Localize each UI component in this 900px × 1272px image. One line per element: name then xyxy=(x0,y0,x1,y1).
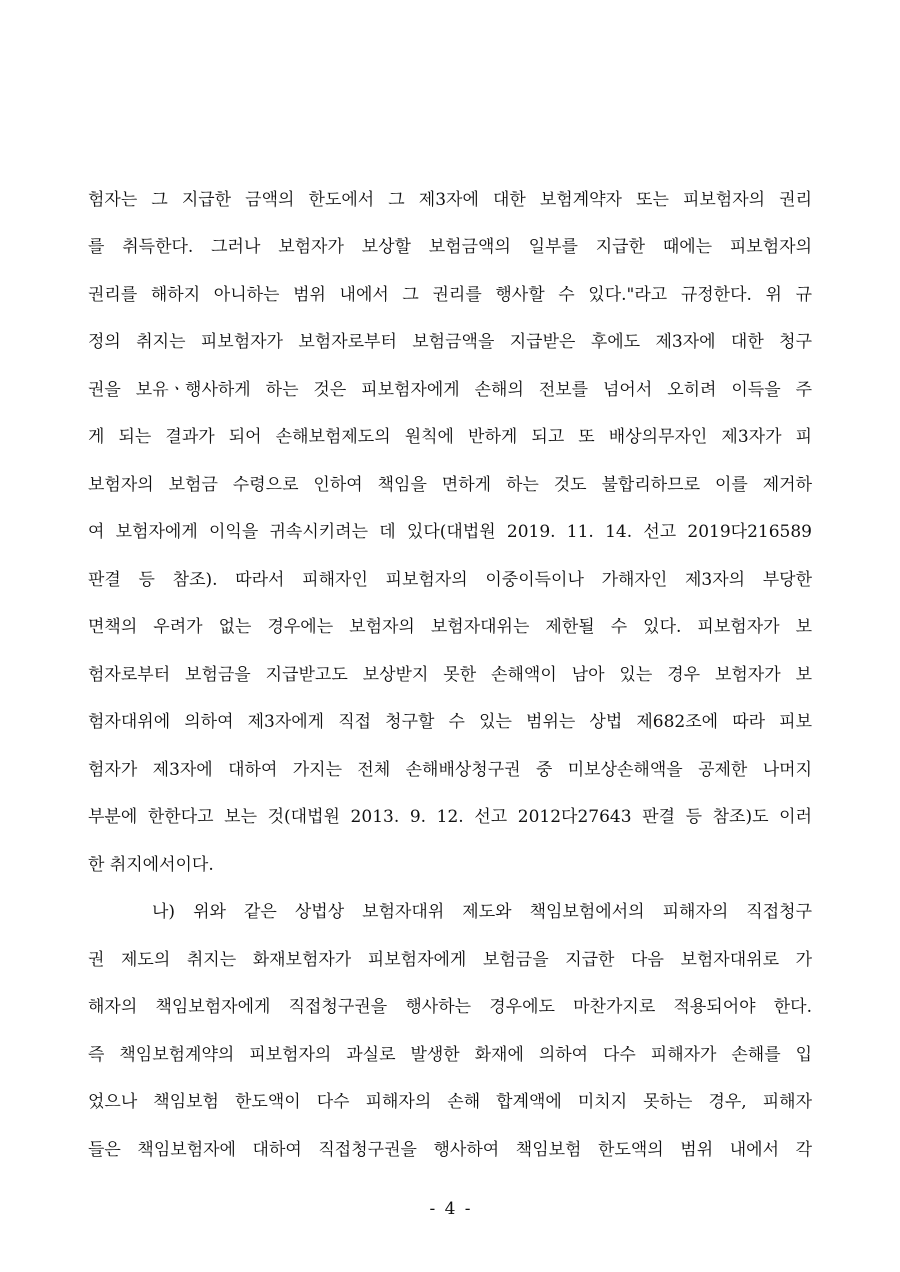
paragraph-1-line-7: 보험자의 보험금 수령으로 인하여 책임을 면하게 하는 것도 불합리하므로 이를 제거하 xyxy=(88,475,812,495)
paragraph-2-line-4: 즉 책임보험계약의 피보험자의 과실로 발생한 화재에 의하여 다수 피해자가 손해를 입 xyxy=(88,1045,812,1065)
paragraph-1-line-1: 험자는 그 지급한 금액의 한도에서 그 제3자에 대한 보험계약자 또는 피보험자의 권리 xyxy=(88,190,812,210)
paragraph-2-line-1: 나) 위와 같은 상법상 보험자대위 제도와 책임보험에서의 피해자의 직접청구 xyxy=(152,902,812,922)
paragraph-1-line-4: 정의 취지는 피보험자가 보험자로부터 보험금액을 지급받은 후에도 제3자에 대한 청구 xyxy=(88,332,812,352)
page-number: - 4 - xyxy=(429,1199,471,1219)
paragraph-2-line-5: 었으나 책임보험 한도액이 다수 피해자의 손해 합계액에 미치지 못하는 경우, 피해자 xyxy=(88,1092,812,1112)
paragraph-1-line-9: 판결 등 참조). 따라서 피해자인 피보험자의 이중이득이나 가해자인 제3자의 부당한 xyxy=(88,570,812,590)
paragraph-1-line-8: 여 보험자에게 이익을 귀속시키려는 데 있다(대법원 2019. 11. 14. 선고 2019다216589 xyxy=(88,522,812,542)
paragraph-1-line-10: 면책의 우려가 없는 경우에는 보험자의 보험자대위는 제한될 수 있다. 피보험자가 보 xyxy=(88,617,812,637)
paragraph-2-line-6: 들은 책임보험자에 대하여 직접청구권을 행사하여 책임보험 한도액의 범위 내에서 각 xyxy=(88,1140,812,1160)
paragraph-1-line-5: 권을 보유ㆍ행사하게 하는 것은 피보험자에게 손해의 전보를 넘어서 오히려 이득을 주 xyxy=(88,380,812,400)
paragraph-1-line-15: 한 취지에서이다. xyxy=(88,855,214,875)
paragraph-1-line-12: 험자대위에 의하여 제3자에게 직접 청구할 수 있는 범위는 상법 제682조에 따라 피보 xyxy=(88,712,812,732)
paragraph-1-line-3: 권리를 해하지 아니하는 범위 내에서 그 권리를 행사할 수 있다."라고 규정한다. 위 규 xyxy=(88,285,812,305)
paragraph-2-line-2: 권 제도의 취지는 화재보험자가 피보험자에게 보험금을 지급한 다음 보험자대위로 가 xyxy=(88,950,812,970)
paragraph-1-line-14: 부분에 한한다고 보는 것(대법원 2013. 9. 12. 선고 2012다27643 판결 등 참조)도 이러 xyxy=(88,807,812,827)
paragraph-1-line-13: 험자가 제3자에 대하여 가지는 전체 손해배상청구권 중 미보상손해액을 공제한 나머지 xyxy=(88,760,812,780)
paragraph-1-line-2: 를 취득한다. 그러나 보험자가 보상할 보험금액의 일부를 지급한 때에는 피보험자의 xyxy=(88,237,812,257)
paragraph-1-line-6: 게 되는 결과가 되어 손해보험제도의 원칙에 반하게 되고 또 배상의무자인 제3자가 피 xyxy=(88,427,812,447)
paragraph-1-line-11: 험자로부터 보험금을 지급받고도 보상받지 못한 손해액이 남아 있는 경우 보험자가 보 xyxy=(88,665,812,685)
paragraph-2-line-3: 해자의 책임보험자에게 직접청구권을 행사하는 경우에도 마찬가지로 적용되어야 한다. xyxy=(88,997,812,1017)
